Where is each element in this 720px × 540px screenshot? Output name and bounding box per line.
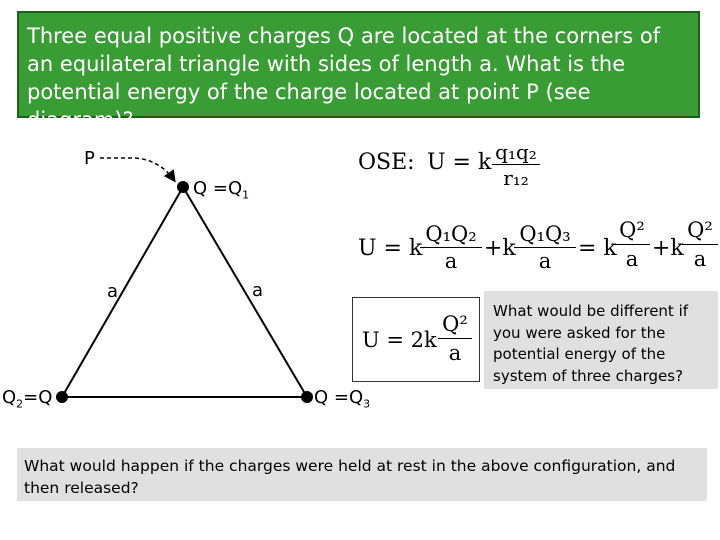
ose-lhs: U = k [427,150,492,175]
expansion-term-4 [682,216,718,273]
left-side-label: a [107,281,119,302]
term3-denominator: a [625,247,639,271]
right-charge-label: $Q =Q_3$ [314,387,371,411]
ose-label: OSE: [358,150,415,175]
charge-dot-left [56,391,68,403]
triangle-left-side [62,187,183,397]
result-fraction [438,310,472,367]
point-p-label: P [84,148,95,169]
pointer-arrow [100,158,174,180]
result-denominator: a [448,341,462,365]
charge-dot-right [301,391,313,403]
charge-dot-top [177,181,189,193]
expansion-term-1 [420,221,482,274]
bottom-question-box [17,448,707,501]
expansion-equals: = k [578,236,617,261]
result-lhs: U = 2k [362,328,437,352]
term3-numerator: Q² [614,216,650,245]
right-side-label: a [252,280,264,301]
term4-denominator: a [693,247,707,271]
ose-fraction [492,140,540,191]
top-charge-label: $Q =Q_1$ [193,178,250,202]
expansion-lhs: U = k [358,236,423,261]
result-numerator: Q² [438,310,472,339]
question-text: Three equal positive charges Q are located at the corners of an equilateral triangle with sides of length a. What is the potential energy of the charge located at point P (see diagram)? [27,24,661,132]
left-charge-label: $Q_2=Q$ [2,387,53,411]
expansion-plus-1: +k [484,236,516,261]
term1-denominator: a [444,249,458,273]
term1-numerator: Q₁Q₂ [420,221,482,248]
bottom-question-text: What would happen if the charges were held at rest in the above configuration, and then released? [24,457,676,497]
expansion-plus-2: +k [652,236,684,261]
expansion-term-3 [614,216,650,273]
term2-denominator: a [538,249,552,273]
side-question-box [484,291,718,389]
expansion-term-2 [514,221,576,274]
ose-numerator: q₁q₂ [492,140,540,165]
term2-numerator: Q₁Q₃ [514,221,576,248]
triangle-right-side [183,187,307,397]
side-question-text: What would be different if you were asked for the potential energy of the system of three charges? [493,302,689,385]
term4-numerator: Q² [682,216,718,245]
result-box [352,297,480,382]
ose-denominator: r₁₂ [503,166,529,190]
